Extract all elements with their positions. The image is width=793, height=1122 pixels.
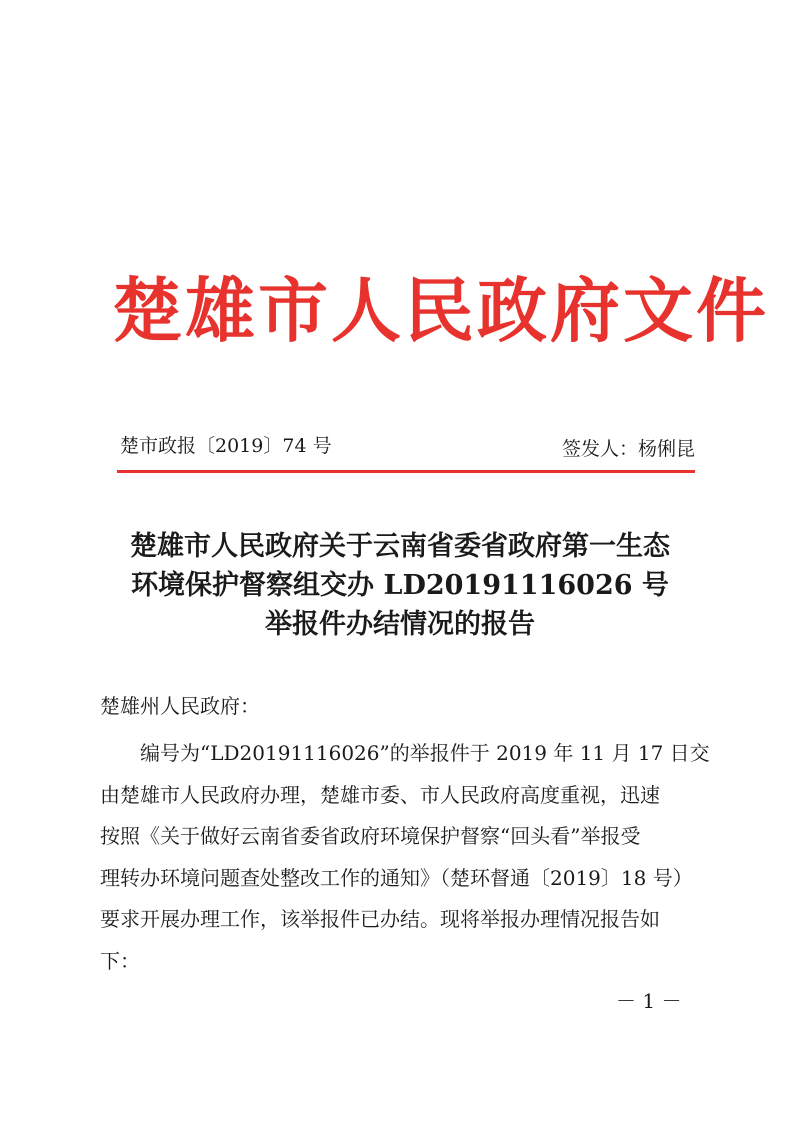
salutation: 楚雄州人民政府： xyxy=(100,694,260,718)
page-number: － 1 － xyxy=(616,989,682,1013)
title-line-1: 楚雄市人民政府关于云南省委省政府第一生态 xyxy=(130,531,670,562)
red-divider-line xyxy=(117,470,695,473)
title-line-2: 环境保护督察组交办 LD20191116026 号 xyxy=(131,570,669,601)
body-line-2: 由楚雄市人民政府办理，楚雄市委、市人民政府高度重视，迅速 xyxy=(100,782,660,807)
body-line-6: 下： xyxy=(100,948,140,973)
document-number: 楚市政报〔2019〕74 号 xyxy=(120,435,332,457)
body-line-1: 编号为“LD20191116026”的举报件于 2019 年 11 月 17 日交 xyxy=(140,741,710,765)
signer: 签发人：杨俐昆 xyxy=(561,438,695,460)
body-line-3: 按照《关于做好云南省委省政府环境保护督察“回头看”举报受 xyxy=(100,824,641,848)
document-title xyxy=(100,527,700,644)
title-line-3: 举报件办结情况的报告 xyxy=(265,609,535,640)
body-line-5: 要求开展办理工作，该举报件已办结。现将举报办理情况报告如 xyxy=(100,907,660,931)
body-line-4: 理转办环境问题查处整改工作的通知》（楚环督通〔2019〕18 号） xyxy=(100,865,693,890)
body-paragraph xyxy=(100,733,710,982)
document-masthead: 楚雄市人民政府文件 xyxy=(112,270,769,352)
